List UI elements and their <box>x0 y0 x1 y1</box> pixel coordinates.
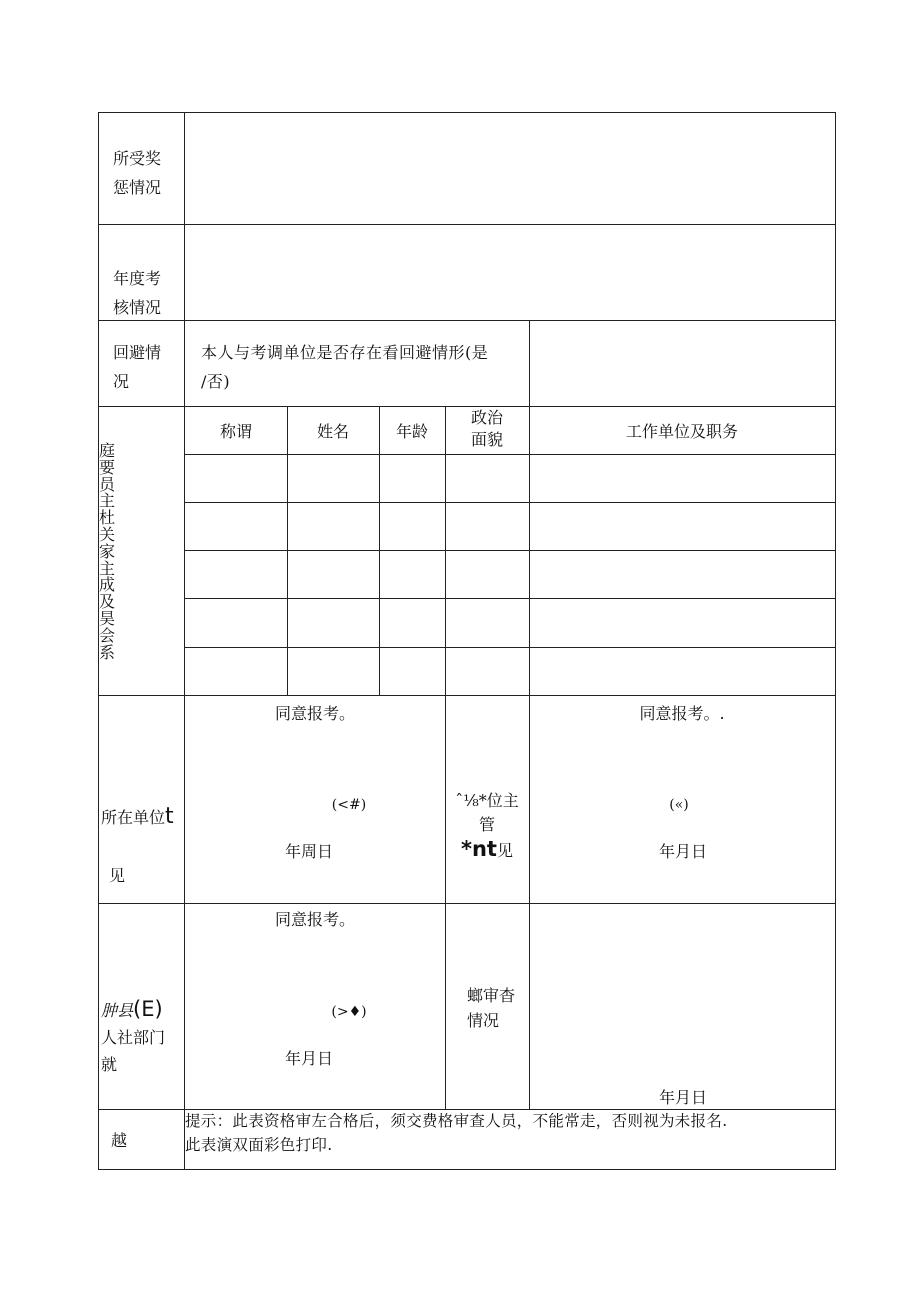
col-divider <box>287 406 288 695</box>
avoidance-label: 回避情 况 <box>113 343 162 391</box>
county-hr-label <box>101 969 185 1078</box>
col-header-age: 年龄 <box>395 422 428 441</box>
row-divider <box>185 502 835 503</box>
unit-opinion-seal: (<#) <box>331 797 367 813</box>
supervisor-opinion-date: 年月日 <box>659 842 708 861</box>
supervisor-opinion-label <box>445 765 529 863</box>
awards-value[interactable] <box>195 123 825 213</box>
col-divider <box>445 406 446 1109</box>
county-hr-date: 年月日 <box>285 1049 334 1068</box>
family-section-label: 庭要员主杜关家主成及昊会系 <box>99 441 115 662</box>
col-header-relation: 称谓 <box>219 422 252 441</box>
supervisor-opinion-label-bold: *nt <box>461 837 497 861</box>
row-divider <box>99 903 835 904</box>
county-hr-label-italic: 肿县 <box>101 1001 134 1020</box>
unit-opinion-label <box>101 773 185 890</box>
supervisor-opinion-seal: («) <box>669 797 689 813</box>
notes-text: 提示：此表资格审左合格后，须交费格审查人员，不能常走，否则视为未报名. 此表演双面彩色打印. <box>185 1112 728 1154</box>
row-divider <box>99 320 835 321</box>
row-divider <box>185 454 835 455</box>
row-divider <box>99 695 835 696</box>
unit-opinion-date: 年周日 <box>285 842 334 861</box>
county-hr-label-e: (E) <box>133 997 163 1021</box>
registration-form-table <box>98 112 836 1170</box>
supervisor-opinion-agree: 同意报考。. <box>639 704 725 723</box>
county-hr-seal: (>♦) <box>331 1004 367 1020</box>
supervisor-opinion-label-top: ˆ⅛*位主 管 <box>455 791 519 834</box>
review-date: 年月日 <box>659 1088 708 1107</box>
row-divider <box>185 598 835 599</box>
awards-label: 所受奖 惩情况 <box>113 149 162 197</box>
row-divider <box>99 224 835 225</box>
supervisor-opinion-label-tail: 见 <box>496 841 513 860</box>
review-label: 螂审杳 情况 <box>467 986 516 1030</box>
row-divider <box>185 550 835 551</box>
col-header-work: 工作单位及职务 <box>625 422 738 441</box>
unit-opinion-label-t: t <box>165 804 174 829</box>
col-header-political: 政治 面貌 <box>470 408 503 449</box>
col-divider <box>379 406 380 695</box>
annual-review-label: 年度考 核情况 <box>113 269 162 317</box>
unit-opinion-label-tail: 见 <box>109 866 126 885</box>
notes-label: 越 <box>111 1131 128 1150</box>
col-header-name: 姓名 <box>316 422 349 441</box>
row-divider <box>185 647 835 648</box>
county-hr-agree: 同意报考。 <box>274 910 355 929</box>
avoidance-question: 本人与考调单位是否存在看回避情形(是 /否) <box>201 343 489 391</box>
unit-opinion-label-main: 所在单位 <box>101 808 166 827</box>
avoidance-answer[interactable] <box>539 328 829 398</box>
annual-review-value[interactable] <box>195 233 825 313</box>
county-hr-label-rest: 人社部门 就 <box>101 1028 166 1074</box>
unit-opinion-agree: 同意报考。 <box>274 704 355 723</box>
